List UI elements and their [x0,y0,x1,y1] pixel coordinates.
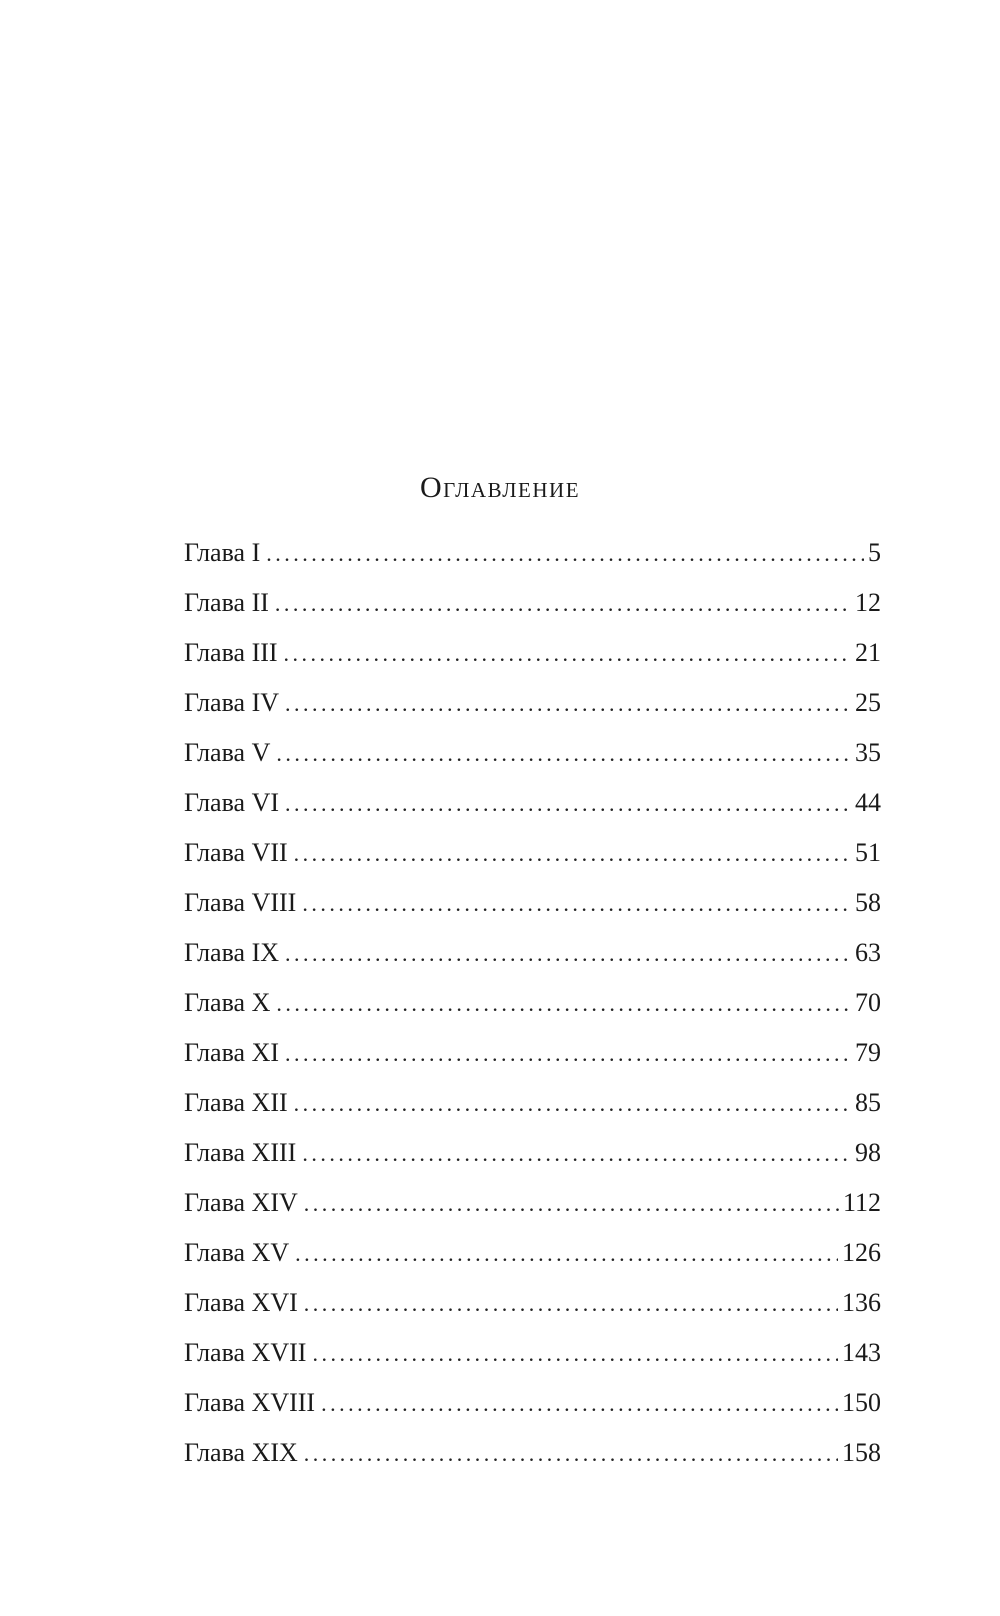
toc-entry-page: 158 [842,1438,881,1467]
toc-entry[interactable] [184,1186,881,1236]
toc-entry-label: Глава IX [184,938,279,967]
toc-entry-page: 5 [868,538,881,567]
toc-entry-label: Глава XIII [184,1138,297,1167]
toc-entry-label: Глава XVII [184,1338,307,1367]
dot-leader [304,1437,838,1471]
toc-entry[interactable] [184,736,881,786]
toc-entry-page: 98 [855,1138,881,1167]
toc-entry-page: 85 [855,1088,881,1117]
dot-leader [321,1387,838,1421]
dot-leader [266,537,864,571]
dot-leader [302,1137,851,1171]
toc-entry-page: 63 [855,938,881,967]
dot-leader [285,687,851,721]
dot-leader [275,587,851,621]
toc-entry-label: Глава XII [184,1088,288,1117]
toc-list [184,536,881,1486]
toc-entry-page: 143 [842,1338,881,1367]
toc-entry-label: Глава I [184,538,261,567]
dot-leader [285,787,851,821]
toc-entry-label: Глава III [184,638,278,667]
toc-entry-label: Глава X [184,988,271,1017]
dot-leader [304,1187,839,1221]
dot-leader [276,737,851,771]
toc-entry[interactable] [184,1086,881,1136]
toc-entry-page: 58 [855,888,881,917]
toc-entry-label: Глава XVIII [184,1388,316,1417]
toc-entry-label: Глава XVI [184,1288,298,1317]
toc-entry[interactable] [184,686,881,736]
toc-entry-page: 70 [855,988,881,1017]
dot-leader [284,637,851,671]
toc-entry-label: Глава XIX [184,1438,298,1467]
toc-entry-label: Глава VIII [184,888,297,917]
toc-entry-page: 44 [855,788,881,817]
toc-entry-label: Глава XV [184,1238,290,1267]
toc-entry[interactable] [184,786,881,836]
toc-entry-label: Глава VI [184,788,279,817]
toc-entry-page: 79 [855,1038,881,1067]
toc-entry[interactable] [184,1386,881,1436]
toc-entry[interactable] [184,586,881,636]
toc-entry[interactable] [184,1036,881,1086]
toc-entry-label: Глава IV [184,688,279,717]
toc-entry[interactable] [184,636,881,686]
dot-leader [276,987,851,1021]
dot-leader [312,1337,838,1371]
toc-entry[interactable] [184,886,881,936]
toc-title: Оглавление [419,471,581,504]
toc-entry-page: 112 [842,1188,881,1217]
toc-entry-page: 35 [855,738,881,767]
toc-entry-page: 25 [855,688,881,717]
dot-leader [285,937,851,971]
dot-leader [302,887,851,921]
toc-entry-page: 51 [855,838,881,867]
toc-entry-page: 12 [855,588,881,617]
dot-leader [294,837,851,871]
toc-entry-page: 21 [855,638,881,667]
toc-entry[interactable] [184,836,881,886]
dot-leader [295,1237,838,1271]
toc-entry[interactable] [184,1436,881,1486]
toc-entry-label: Глава V [184,738,271,767]
toc-entry[interactable] [184,1336,881,1386]
toc-entry[interactable] [184,1236,881,1286]
toc-entry-label: Глава VII [184,838,288,867]
dot-leader [285,1037,851,1071]
toc-entry-page: 126 [842,1238,881,1267]
toc-entry-label: Глава XIV [184,1188,298,1217]
toc-entry[interactable] [184,1286,881,1336]
dot-leader [304,1287,838,1321]
dot-leader [294,1087,851,1121]
toc-entry-page: 150 [842,1388,881,1417]
toc-entry[interactable] [184,986,881,1036]
toc-entry-page: 136 [842,1288,881,1317]
toc-entry-label: Глава XI [184,1038,279,1067]
toc-entry[interactable] [184,536,881,586]
toc-entry[interactable] [184,936,881,986]
toc-entry[interactable] [184,1136,881,1186]
toc-entry-label: Глава II [184,588,269,617]
